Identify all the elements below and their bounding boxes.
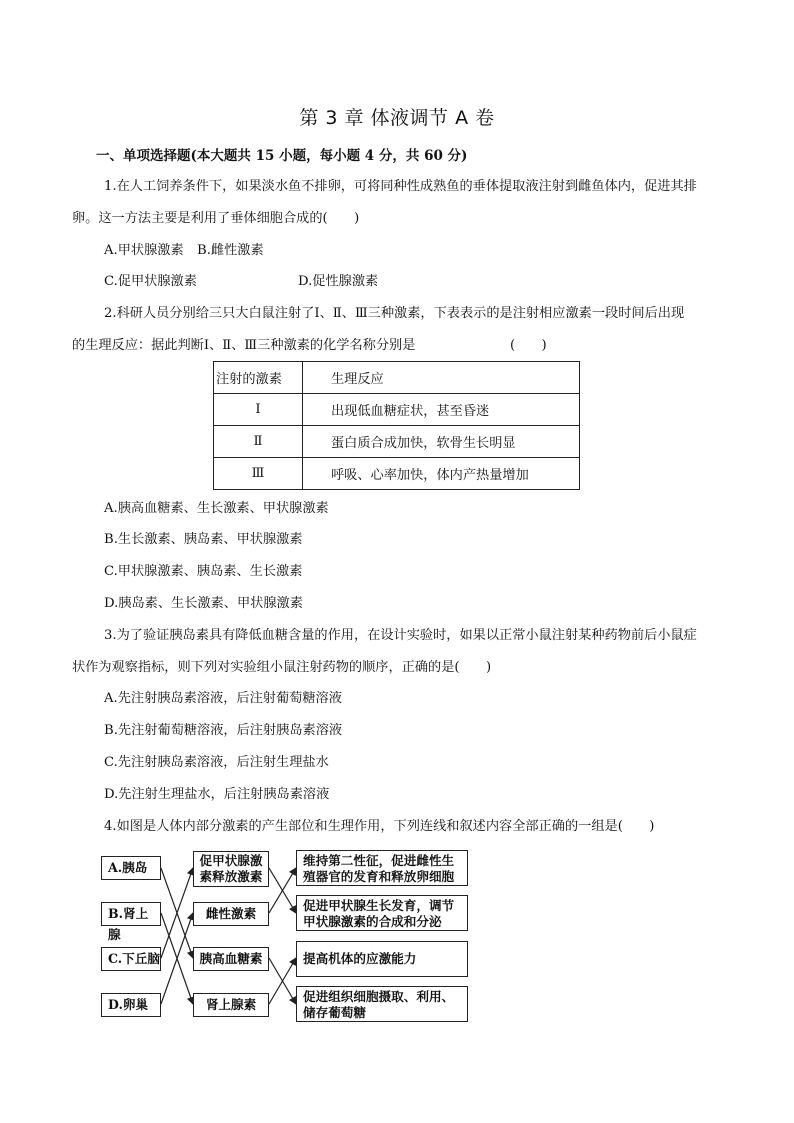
function-text: 促进组织细胞摄取、利用、 [303,989,455,1004]
q1-stem-line2: 卵。这一方法主要是利用了垂体细胞合成的( ) [72,211,360,226]
table-header-row [214,362,580,394]
gland-box-ovary: D.卵巢 [101,993,161,1017]
table-cell: Ⅲ [214,458,303,490]
function-text: 促进甲状腺生长发育，调节 [303,898,455,913]
q2-option-d: D.胰岛素、生长激素、甲状腺激素 [104,596,303,611]
table-cell: 呼吸、心率加快，体内产热量增加 [303,458,580,490]
q3-option-d: D.先注射生理盐水，后注射胰岛素溶液 [104,787,330,802]
gland-box-adrenal: B.肾上腺 [101,902,161,926]
q3-option-c: C.先注射胰岛素溶液，后注射生理盐水 [104,755,329,770]
function-box-estrogen-role [296,850,468,886]
table-cell: 蛋白质合成加快，软骨生长明显 [303,426,580,458]
table-cell: Ⅱ [214,426,303,458]
function-text: 甲状腺激素的合成和分泌 [303,914,442,929]
q2-answer-bracket: ( ) [510,338,547,353]
function-text: 殖器官的发育和释放卵细胞 [303,869,455,884]
section-heading: 一、单项选择题(本大题共 15 小题，每小题 4 分，共 60 分) [96,148,468,164]
function-box-stress-role: 提高机体的应激能力 [296,941,468,977]
q3-option-b: B.先注射葡萄糖溶液，后注射胰岛素溶液 [104,723,343,738]
hormone-box-adrenaline: 肾上腺素 [193,993,269,1017]
gland-box-pancreatic-islet: A.胰岛 [101,856,161,880]
table-header-cell: 注射的激素 [214,362,303,394]
table-row [214,458,580,490]
q1-stem-line1: 1.在人工饲养条件下，如果淡水鱼不排卵，可将同种性成熟鱼的垂体提取液注射到雌鱼体内，促进其排 [104,179,697,194]
q2-stem-line2: 的生理反应：据此判断Ⅰ、Ⅱ、Ⅲ三种激素的化学名称分别是 [72,338,416,353]
q1-option-a: A.甲状腺激素 [104,243,184,258]
q4-stem: 4.如图是人体内部分激素的产生部位和生理作用，下列连线和叙述内容全部正确的一组是( ) [104,819,655,834]
table-header-cell: 生理反应 [303,362,580,394]
table-row [214,394,580,426]
table-cell: Ⅰ [214,394,303,426]
function-box-glucose-role [296,986,468,1022]
function-text: 维持第二性征，促进雌性生 [303,853,455,868]
function-box-thyroid-role [296,895,468,931]
table-cell: 出现低血糖症状，甚至昏迷 [303,394,580,426]
page-title: 第 3 章 体液调节 A 卷 [299,107,495,129]
gland-box-hypothalamus: C.下丘脑 [101,947,161,971]
q3-stem-line2: 状作为观察指标，则下列对实验组小鼠注射药物的顺序，正确的是( ) [72,660,492,675]
hormone-text: 素释放激素 [199,869,263,884]
q1-option-c: C.促甲状腺激素 [104,274,197,289]
q3-stem-line1: 3.为了验证胰岛素具有降低血糖含量的作用，在设计实验时，如果以正常小鼠注射某种药物前后小鼠症 [104,628,697,643]
q2-option-c: C.甲状腺激素、胰岛素、生长激素 [104,564,303,579]
q3-option-a: A.先注射胰岛素溶液，后注射葡萄糖溶液 [104,691,342,706]
hormone-box-trh [193,851,269,887]
hormone-box-glucagon: 胰高血糖素 [193,947,269,971]
function-text: 储存葡萄糖 [303,1005,366,1020]
q2-option-b: B.生长激素、胰岛素、甲状腺激素 [104,532,303,547]
table-row [214,426,580,458]
q1-option-b: B.雌性激素 [197,243,264,258]
q2-stem-line1: 2.科研人员分别给三只大白鼠注射了Ⅰ、Ⅱ、Ⅲ三种激素，下表表示的是注射相应激素一段时间后出现 [104,306,685,321]
hormone-box-estrogen: 雌性激素 [193,902,269,926]
q2-table [213,361,580,490]
q1-option-d: D.促性腺激素 [298,274,379,289]
q2-option-a: A.胰高血糖素、生长激素、甲状腺激素 [104,501,329,516]
hormone-text: 促甲状腺激 [199,853,263,868]
